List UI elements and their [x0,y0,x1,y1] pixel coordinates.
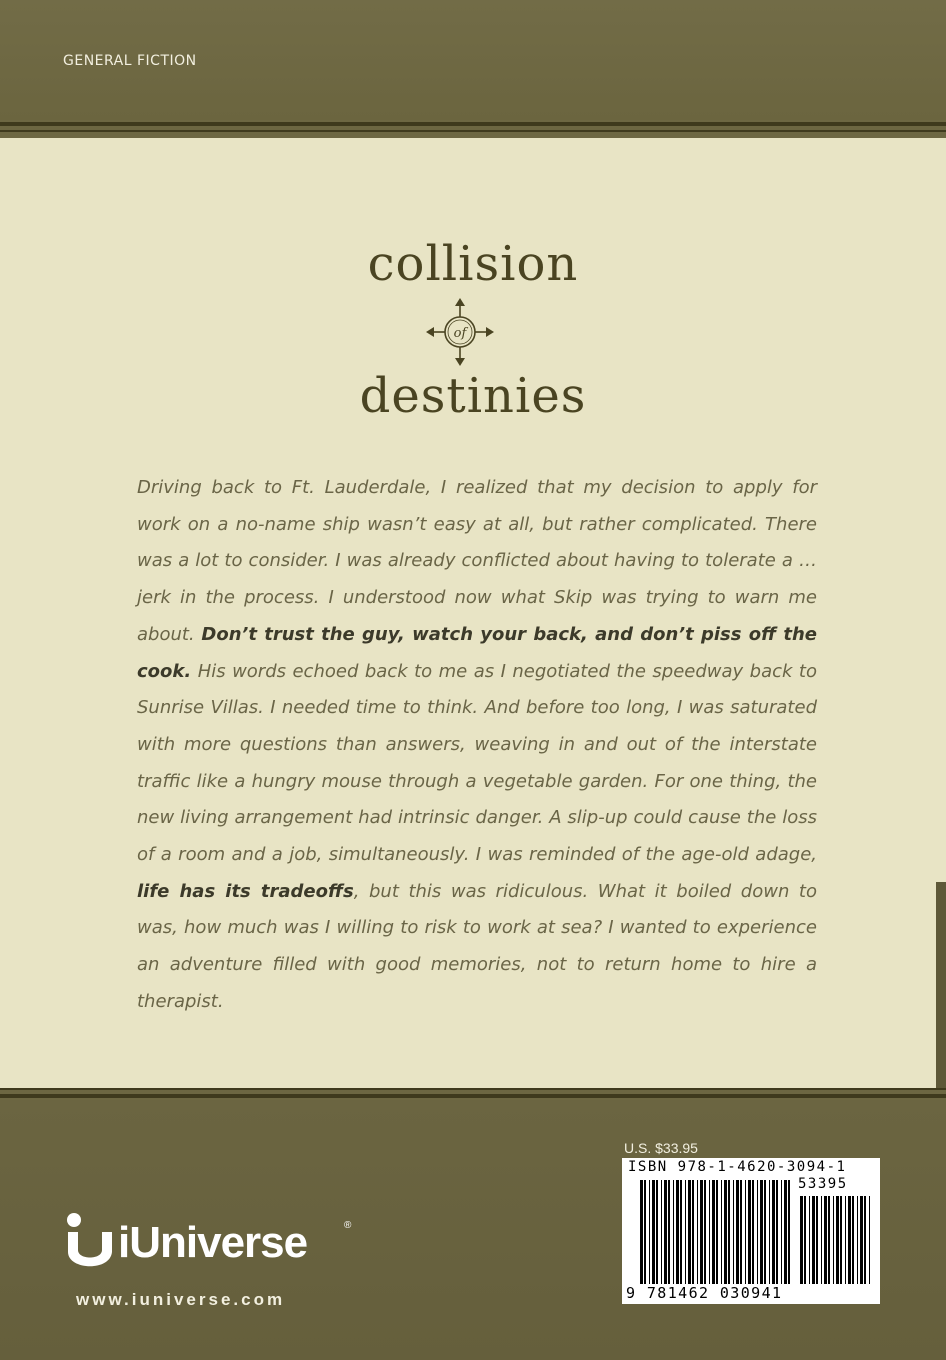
barcode-bar [772,1180,775,1284]
blurb-text-1: Driving back to Ft. Lauderdale, I realized that my decision to apply for work on a no-name ship wasn’t easy at all, but rather complicated. There was a lot to consider. I was already conflicted about having to tolerate a … jerk in the process. I understood now what Skip was trying to warn me about. [137,477,817,645]
barcode-bar [840,1196,842,1284]
barcode-bar [712,1180,715,1284]
barcode-bar [833,1196,834,1284]
barcode-bar [748,1180,751,1284]
barcode-bar [724,1180,727,1284]
barcode-bar [848,1196,851,1284]
title-collision: collision [367,236,579,292]
barcode-bar [680,1180,682,1284]
barcode-bar [869,1196,870,1284]
price-label: U.S. $33.95 [624,1140,698,1156]
barcode-bar [760,1180,763,1284]
category-label: GENERAL FICTION [63,53,197,69]
barcode-bar [700,1180,703,1284]
barcode-bar [728,1180,730,1284]
publisher-name: iUniverse [118,1218,308,1267]
barcode-bar [857,1196,858,1284]
barcode-bar [685,1180,686,1284]
blurb-text-3: , but this was ridiculous. What it boiled down to was, how much was I willing to risk to work at sea? I wanted to experience an adventure filled with good memories, not to return home to hire a therapist. [137,880,817,1012]
isbn-barcode [622,1158,880,1304]
barcode-digits: 9 781462 030941 [626,1284,783,1302]
barcode-bar [757,1180,758,1284]
barcode-bar [769,1180,770,1284]
title-connector: of [453,326,467,341]
barcode-bar [676,1180,679,1284]
barcode-bar [800,1196,803,1284]
top-rule-thick [0,122,946,126]
addon-number: 53395 [798,1176,848,1192]
barcode-bar [697,1180,698,1284]
barcode-bar [644,1180,646,1284]
title-destinies: destinies [359,368,587,424]
bottom-rule-thin [0,1088,946,1090]
barcode-bar [649,1180,650,1284]
barcode-bar [752,1180,754,1284]
blurb-bold-1: Don’t trust the guy, watch your back, and don’t piss off the cook. [137,623,817,682]
barcode-bar [668,1180,670,1284]
barcode-bar [816,1196,818,1284]
publisher-url[interactable]: www.iuniverse.com [76,1290,286,1309]
registered-mark: ® [344,1220,352,1231]
barcode-bar [812,1196,815,1284]
barcode-bar [736,1180,739,1284]
barcode-bar [640,1180,643,1284]
top-rule-thin [0,130,946,132]
barcode-bar [852,1196,854,1284]
barcode-bar [664,1180,667,1284]
barcode-bar [740,1180,742,1284]
barcode-bar [716,1180,718,1284]
barcode-bar [692,1180,694,1284]
barcode-bar [804,1196,806,1284]
barcode-bar [864,1196,866,1284]
barcode-bar [860,1196,863,1284]
barcode-bar [673,1180,674,1284]
barcode-bar [721,1180,722,1284]
barcode-bar [652,1180,655,1284]
barcode-bar [788,1180,790,1284]
barcode-bar [784,1180,787,1284]
barcode-bar [688,1180,691,1284]
isbn-label: ISBN 978-1-4620-3094-1 [628,1159,847,1175]
barcode-bar [836,1196,839,1284]
ean-bars [640,1180,790,1284]
blurb-bold-2: life has its tradeoffs [137,880,354,902]
barcode-bar [661,1180,662,1284]
barcode-bar [824,1196,827,1284]
back-cover-blurb [137,470,817,1021]
barcode-bar [745,1180,746,1284]
barcode-bar [845,1196,846,1284]
compass-ornament-icon [424,296,496,368]
barcode-bar [776,1180,778,1284]
side-notch [936,882,946,1088]
barcode-bar [656,1180,658,1284]
barcode-bar [733,1180,734,1284]
barcode-bar [828,1196,830,1284]
bottom-rule-thick [0,1094,946,1098]
barcode-bar [704,1180,706,1284]
addon-bars [800,1196,874,1284]
blurb-text-2: His words echoed back to me as I negotiated the speedway back to Sunrise Villas. I needed time to think. And before too long, I was saturated with more questions than answers, weaving in and out of the interstate traffic like a hungry mouse through a vegetable garden. For one thing, the new living arrangement had intrinsic danger. A slip-up could cause the loss of a room and a job, simultaneously. I was reminded of the age-old adage, [137,660,817,866]
barcode-bar [764,1180,766,1284]
barcode-bar [709,1180,710,1284]
barcode-bar [821,1196,822,1284]
barcode-bar [809,1196,810,1284]
barcode-bar [781,1180,782,1284]
